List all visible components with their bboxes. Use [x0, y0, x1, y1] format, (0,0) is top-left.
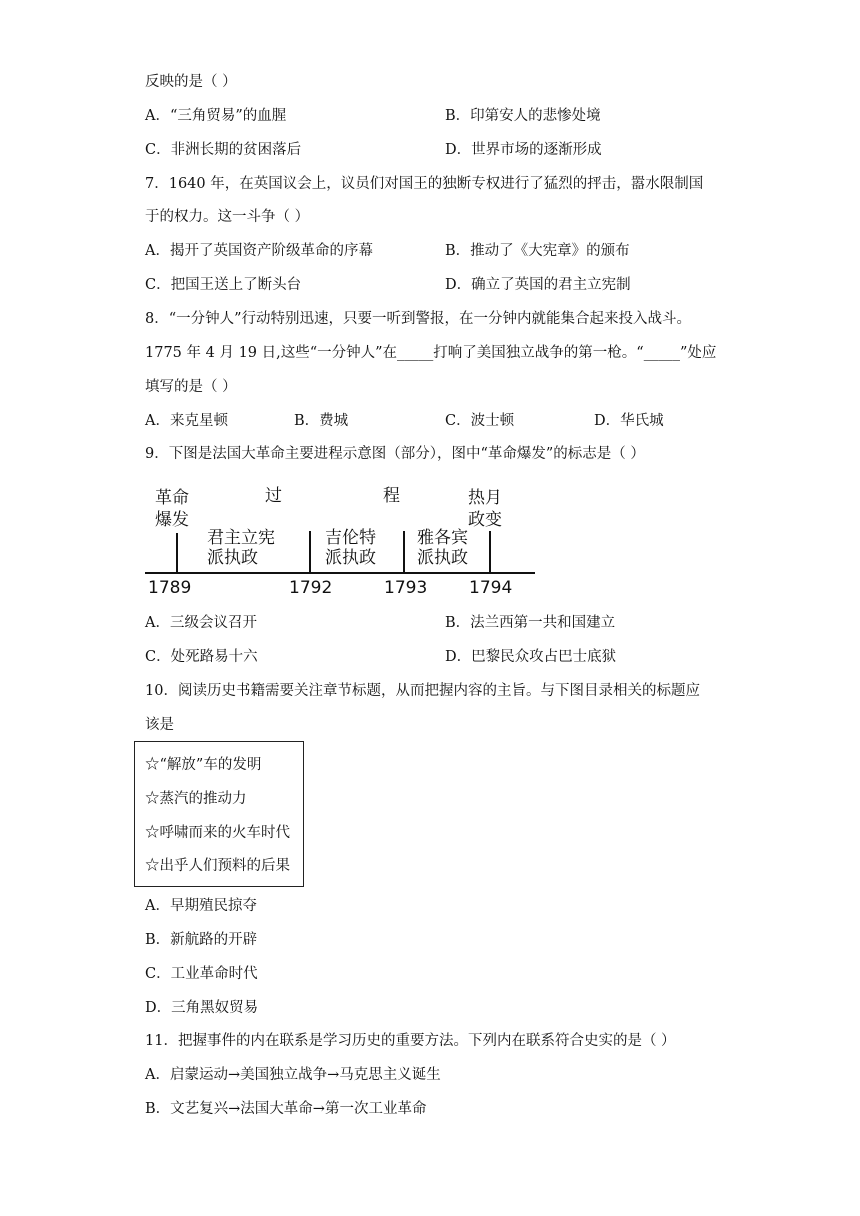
timeline-year-1792: 1792: [289, 578, 333, 598]
q9-option-d: D．巴黎民众攻占巴士底狱: [445, 649, 617, 665]
q7-stem-line2: 于的权力。这一斗争（ ）: [145, 209, 310, 225]
q9-option-a: A．三级会议召开: [145, 615, 257, 631]
timeline-year-1794: 1794: [469, 578, 513, 598]
q6-stem-tail: 反映的是（ ）: [145, 74, 237, 90]
q10-stem-line1: 10．阅读历史书籍需要关注章节标题，从而把握内容的主旨。与下图目录相关的标题应: [145, 683, 700, 699]
toc-item: ☆蒸汽的推动力: [145, 791, 247, 807]
q9-option-b: B．法兰西第一共和国建立: [445, 615, 616, 631]
toc-item: ☆出乎人们预料的后果: [145, 858, 290, 874]
timeline-label-thermidor-2: 政变: [468, 510, 502, 530]
q6-option-c: C．非洲长期的贫困落后: [145, 142, 302, 158]
timeline-label-thermidor-1: 热月: [468, 488, 502, 508]
timeline-label-revolution-1: 革命: [155, 488, 189, 508]
q10-option-d: D．三角黑奴贸易: [145, 1000, 259, 1016]
q10-stem-line2: 该是: [145, 717, 174, 733]
timeline-period-girondin-1: 吉伦特: [325, 528, 376, 548]
q11-stem: 11．把握事件的内在联系是学习历史的重要方法。下列内在联系符合史实的是（ ）: [145, 1033, 676, 1049]
timeline-label-process-2: 程: [383, 486, 400, 506]
q7-option-d: D．确立了英国的君主立宪制: [445, 277, 631, 293]
toc-item: ☆呼啸而来的火车时代: [145, 825, 290, 841]
q7-option-b: B．推动了《大宪章》的颁布: [445, 243, 630, 259]
q8-option-d: D．华氏城: [594, 413, 664, 429]
q8-stem-line3: 填写的是（ ）: [145, 379, 237, 395]
timeline-label-revolution-2: 爆发: [155, 510, 189, 530]
q8-stem-line2: 1775 年 4 月 19 日,这些“一分钟人”在_____打响了美国独立战争的第一枪。“_____”处应: [145, 345, 717, 361]
timeline-year-1793: 1793: [384, 578, 428, 598]
q8-option-b: B．费城: [294, 413, 349, 429]
q7-option-a: A．揭开了英国资产阶级革命的序幕: [145, 243, 373, 259]
timeline-period-jacobin-1: 雅各宾: [417, 528, 468, 548]
q10-option-b: B．新航路的开辟: [145, 932, 258, 948]
french-revolution-timeline: [145, 483, 540, 603]
q7-option-c: C．把国王送上了断头台: [145, 277, 302, 293]
toc-item: ☆“解放”车的发明: [145, 757, 262, 773]
timeline-period-constitutional-2: 派执政: [207, 548, 258, 568]
q11-option-b: B．文艺复兴→法国大革命→第一次工业革命: [145, 1101, 427, 1117]
q7-stem-line1: 7．1640 年，在英国议会上，议员们对国王的独断专权进行了猛烈的抨击，嚣水限制国: [145, 176, 704, 192]
q6-option-b: B．印第安人的悲惨处境: [445, 108, 601, 124]
q10-option-c: C．工业革命时代: [145, 966, 258, 982]
q10-option-a: A．早期殖民掠夺: [145, 898, 257, 914]
q9-stem: 9．下图是法国大革命主要进程示意图（部分），图中“革命爆发”的标志是（ ）: [145, 446, 645, 462]
q8-option-a: A．来克星顿: [145, 413, 228, 429]
q8-stem-line1: 8．“一分钟人”行动特别迅速，只要一听到警报，在一分钟内就能集合起来投入战斗。: [145, 311, 692, 327]
timeline-period-girondin-2: 派执政: [325, 548, 376, 568]
timeline-label-process-1: 过: [265, 486, 282, 506]
timeline-period-constitutional-1: 君主立宪: [207, 528, 275, 548]
timeline-year-1789: 1789: [148, 578, 192, 598]
q8-option-c: C．波士顿: [445, 413, 515, 429]
q9-option-c: C．处死路易十六: [145, 649, 258, 665]
q6-option-d: D．世界市场的逐渐形成: [445, 142, 602, 158]
q6-option-a: A．“三角贸易”的血腥: [145, 108, 287, 124]
q11-option-a: A．启蒙运动→美国独立战争→马克思主义诞生: [145, 1067, 441, 1083]
table-of-contents-box: [134, 741, 304, 887]
timeline-period-jacobin-2: 派执政: [417, 548, 468, 568]
